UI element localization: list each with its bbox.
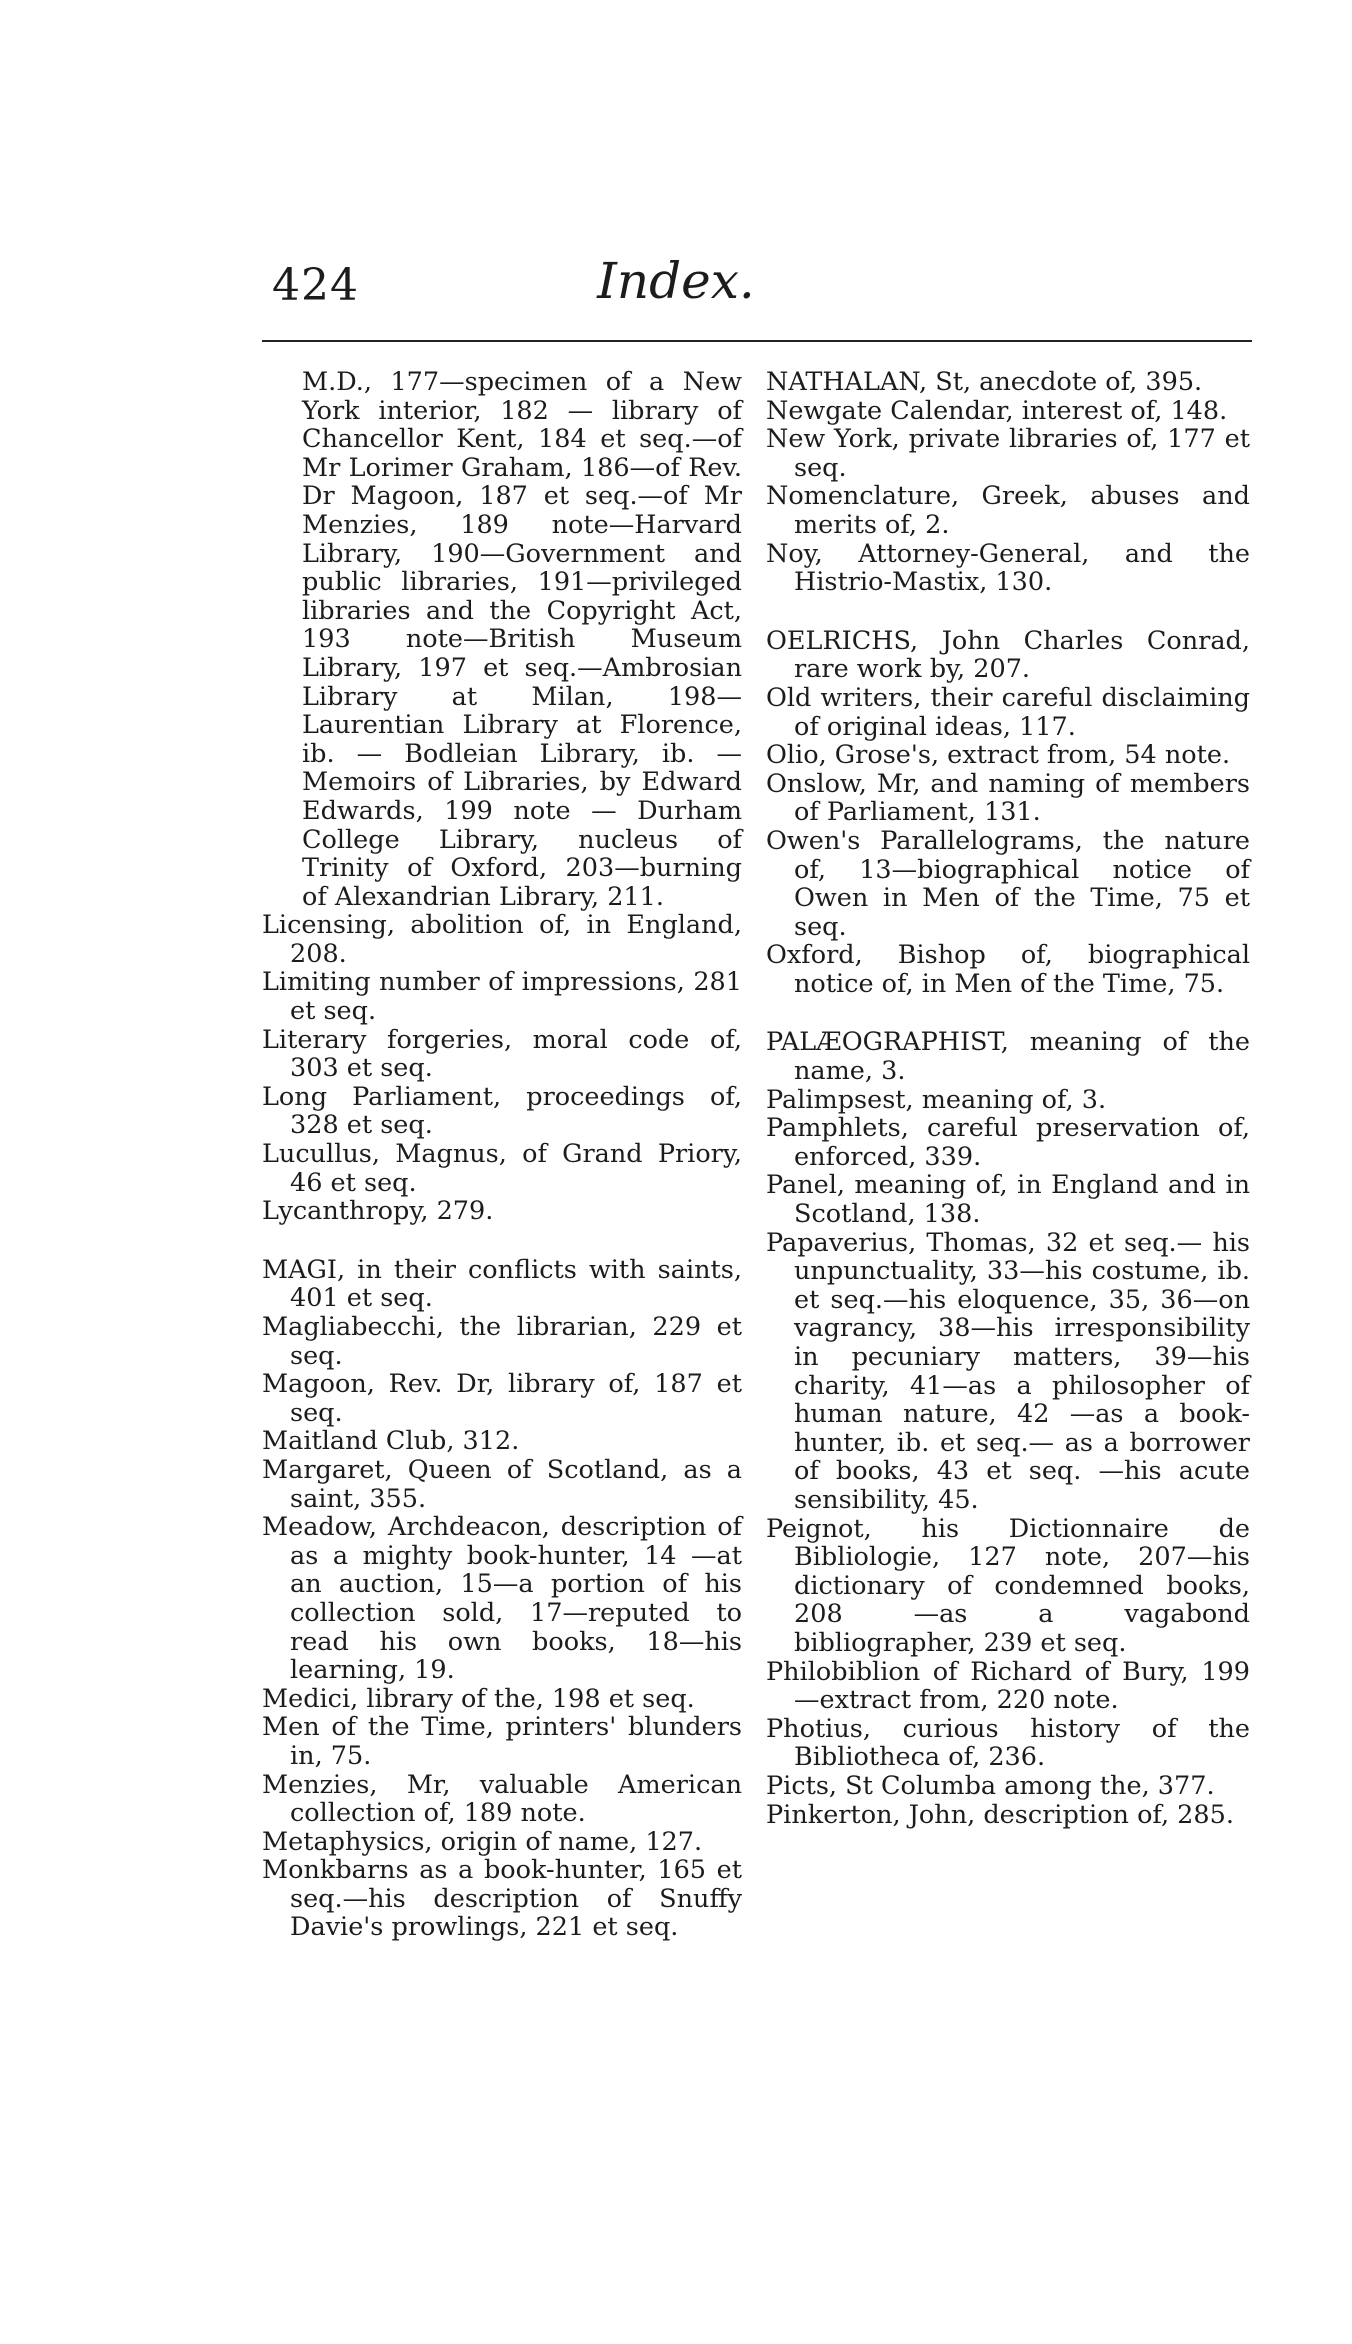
index-entry: Panel, meaning of, in England and in Scotland, 138. [766,1170,1250,1230]
index-entry: Lycanthropy, 279. [262,1196,494,1227]
page-number: 424 [272,260,359,311]
index-entry: OELRICHS, John Charles Conrad, rare work by, 207. [766,625,1250,685]
index-entry: Literary forgeries, moral code of, 303 et seq. [262,1024,742,1084]
index-entry: Margaret, Queen of Scotland, as a saint, 355. [262,1454,742,1514]
index-entry: New York, private libraries of, 177 et seq. [766,424,1250,483]
index-entry: Noy, Attorney-General, and the Histrio-Mastix, 130. [766,538,1250,598]
index-entry: M.D., 177—specimen of a New York interior, 182 — library of Chancellor Kent, 184 et seq.—of Mr Lorimer Graham, 186—of Rev. Dr Magoon, 187 et seq.—of Mr Menzies, 189 note—Harvard Library, 190—Government and public libraries, 191—privileged libraries and the Copyright Act, 193 note—British Museum Library, 197 et seq.—Ambrosian Library at Milan, 198—Laurentian Library at Florence, ib. — Bodleian Library, ib. — Memoirs of Libraries, by Edward Edwards, 199 note — Durham College Library, nucleus of Trinity of Oxford, 203—burning of Alexandrian Library, 211. [302,367,742,912]
index-column-left [262,368,742,1942]
index-entry: Medici, library of the, 198 et seq. [262,1683,695,1714]
index-entry: Menzies, Mr, valuable American collection of, 189 note. [262,1769,742,1829]
index-entry: Papaverius, Thomas, 32 et seq.— his unpunctuality, 33—his costume, ib. et seq.—his eloquence, 35, 36—on vagrancy, 38—his irresponsibility in pecuniary matters, 39—his charity, 41—as a philosopher of human nature, 42 —as a book-hunter, ib. et seq.— as a borrower of books, 43 et seq. —his acute sensibility, 45. [766,1227,1250,1515]
index-entry: Lucullus, Magnus, of Grand Priory, 46 et seq. [262,1139,742,1198]
index-entry: Monkbarns as a book-hunter, 165 et seq.—his description of Snuffy Davie's prowlings, 221 et seq. [262,1855,742,1943]
index-entry: Newgate Calendar, interest of, 148. [766,395,1228,426]
header-rule [262,340,1252,342]
index-entry: Pinkerton, John, description of, 285. [766,1799,1234,1830]
index-entry: Men of the Time, printers' blunders in, 75. [262,1712,742,1771]
section-gap [766,597,1250,627]
running-title: Index. [597,252,755,310]
index-entry: Limiting number of impressions, 281 et seq. [262,967,742,1027]
index-entry: Pamphlets, careful preservation of, enforced, 339. [766,1113,1250,1172]
index-entry: Old writers, their careful disclaiming of original ideas, 117. [766,682,1250,742]
index-entry: Licensing, abolition of, in England, 208. [262,910,742,969]
index-entry: MAGI, in their conflicts with saints, 401 et seq. [262,1254,742,1314]
index-entry: Peignot, his Dictionnaire de Bibliologie, 127 note, 207—his dictionary of condemned books, 208 —as a vagabond bibliographer, 239 et seq. [766,1513,1250,1658]
index-column-right [766,368,1250,1829]
index-entry: Photius, curious history of the Bibliotheca of, 236. [766,1713,1250,1773]
section-gap [262,1226,742,1256]
index-entry: Picts, St Columba among the, 377. [766,1770,1215,1801]
index-entry: Philobiblion of Richard of Bury, 199 —extract from, 220 note. [766,1656,1250,1716]
index-entry: Long Parliament, proceedings of, 328 et seq. [262,1081,742,1141]
index-entry: Olio, Grose's, extract from, 54 note. [766,740,1231,771]
index-entry: Palimpsest, meaning of, 3. [766,1084,1107,1115]
index-entry: Metaphysics, origin of name, 127. [262,1826,703,1857]
index-entry: Nomenclature, Greek, abuses and merits of, 2. [766,481,1250,540]
index-entry: Owen's Parallelograms, the nature of, 13—biographical notice of Owen in Men of the Time, 75 et seq. [766,825,1250,942]
index-entry: Magliabecchi, the librarian, 229 et seq. [262,1312,742,1371]
index-entry: Oxford, Bishop of, biographical notice of, in Men of the Time, 75. [766,940,1250,999]
index-entry: Magoon, Rev. Dr, library of, 187 et seq. [262,1369,742,1428]
index-entry: Meadow, Archdeacon, description of as a mighty book-hunter, 14 —at an auction, 15—a portion of his collection sold, 17—reputed to read his own books, 18—his learning, 19. [262,1512,742,1686]
index-entry: NATHALAN, St, anecdote of, 395. [766,367,1203,397]
index-entry: Onslow, Mr, and naming of members of Parliament, 131. [766,768,1250,828]
index-entry: Maitland Club, 312. [262,1426,520,1457]
section-gap [766,998,1250,1028]
index-entry: PALÆOGRAPHIST, meaning of the name, 3. [766,1027,1250,1087]
